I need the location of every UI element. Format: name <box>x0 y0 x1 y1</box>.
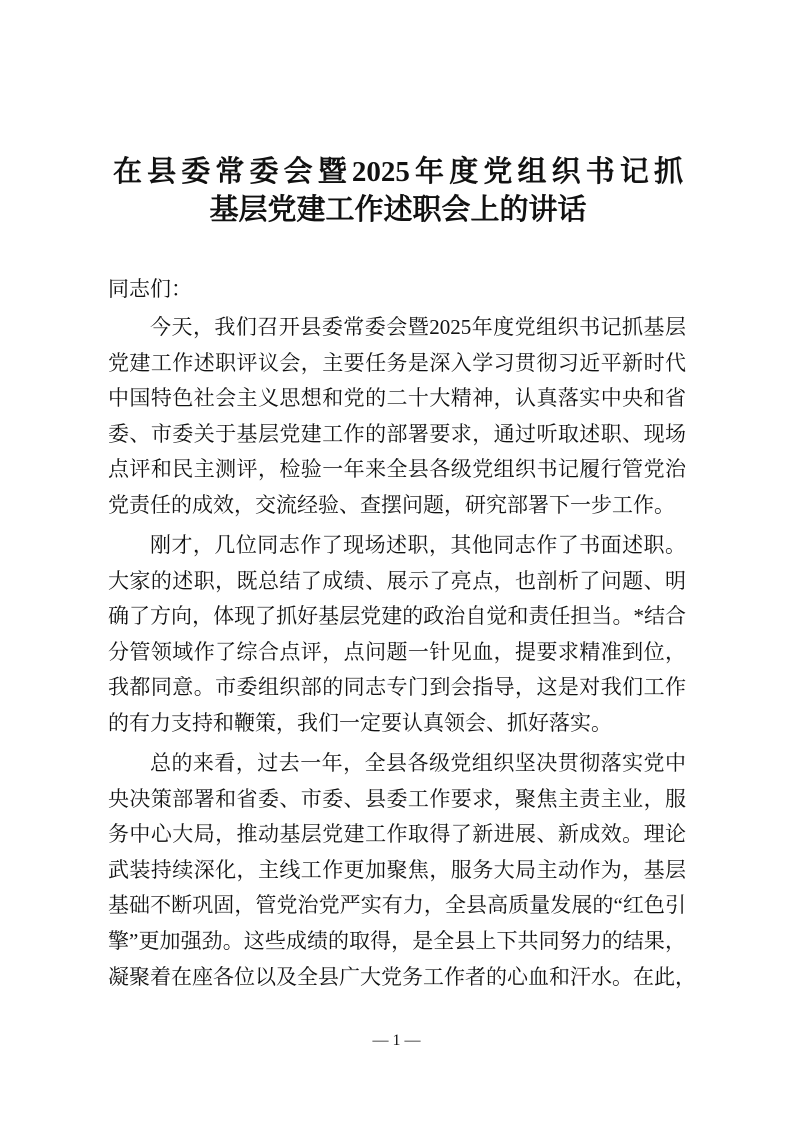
paragraph-3-line: 武装持续深化，主线工作更加聚焦，服务大局主动作为，基层 <box>108 857 686 882</box>
paragraph-2-line: 大家的述职，既总结了成绩、展示了亮点，也剖析了问题、明 <box>108 568 686 593</box>
paragraph-1-line: 今天，我们召开县委常委会暨2025年度党组织书记抓基层 <box>150 315 686 339</box>
paragraph-3-line: 总的来看，过去一年，全县各级党组织坚决贯彻落实党中 <box>150 751 686 775</box>
paragraph-3-line: 务中心大局，推动基层党建工作取得了新进展、新成效。理论 <box>108 822 686 847</box>
paragraph-3-line: 凝聚着在座各位以及全县广大党务工作者的心血和汗水。在此， <box>108 964 696 989</box>
paragraph-1-line: 党责任的成效，交流经验、查摆问题，研究部署下一步工作。 <box>108 493 675 517</box>
paragraph-1-line: 中国特色社会主义思想和党的二十大精神，认真落实中央和省 <box>108 386 686 411</box>
title-line-1: 在县委常委会暨2025年度党组织书记抓 <box>113 156 683 188</box>
paragraph-3-line: 央决策部署和省委、市委、县委工作要求，聚焦主责主业，服 <box>108 786 686 811</box>
page-number: — 1 — <box>372 1032 421 1049</box>
paragraph-3-line: 基础不断巩固，管党治党严实有力，全县高质量发展的“红色引 <box>108 893 686 918</box>
title-line-2: 基层党建工作述职会上的讲话 <box>209 194 587 226</box>
paragraph-2-line: 我都同意。市委组织部的同志专门到会指导，这是对我们工作 <box>108 675 686 700</box>
paragraph-2-line: 分管领域作了综合点评，点问题一针见血，提要求精准到位， <box>108 639 686 664</box>
paragraph-1-line: 党建工作述职评议会，主要任务是深入学习贯彻习近平新时代 <box>108 350 686 375</box>
paragraph-1-line: 点评和民主测评，检验一年来全县各级党组织书记履行管党治 <box>108 457 686 482</box>
salutation: 同志们： <box>108 277 192 301</box>
paragraph-2-line: 确了方向，体现了抓好基层党建的政治自觉和责任担当。*结合 <box>108 604 686 629</box>
paragraph-2-line: 刚才，几位同志作了现场述职，其他同志作了书面述职。 <box>150 533 686 557</box>
paragraph-1-line: 委、市委关于基层党建工作的部署要求，通过听取述职、现场 <box>108 421 686 446</box>
paragraph-3-line: 擎”更加强劲。这些成绩的取得，是全县上下共同努力的结果， <box>108 929 686 953</box>
paragraph-2-line: 的有力支持和鞭策，我们一定要认真领会、抓好落实。 <box>108 711 612 735</box>
